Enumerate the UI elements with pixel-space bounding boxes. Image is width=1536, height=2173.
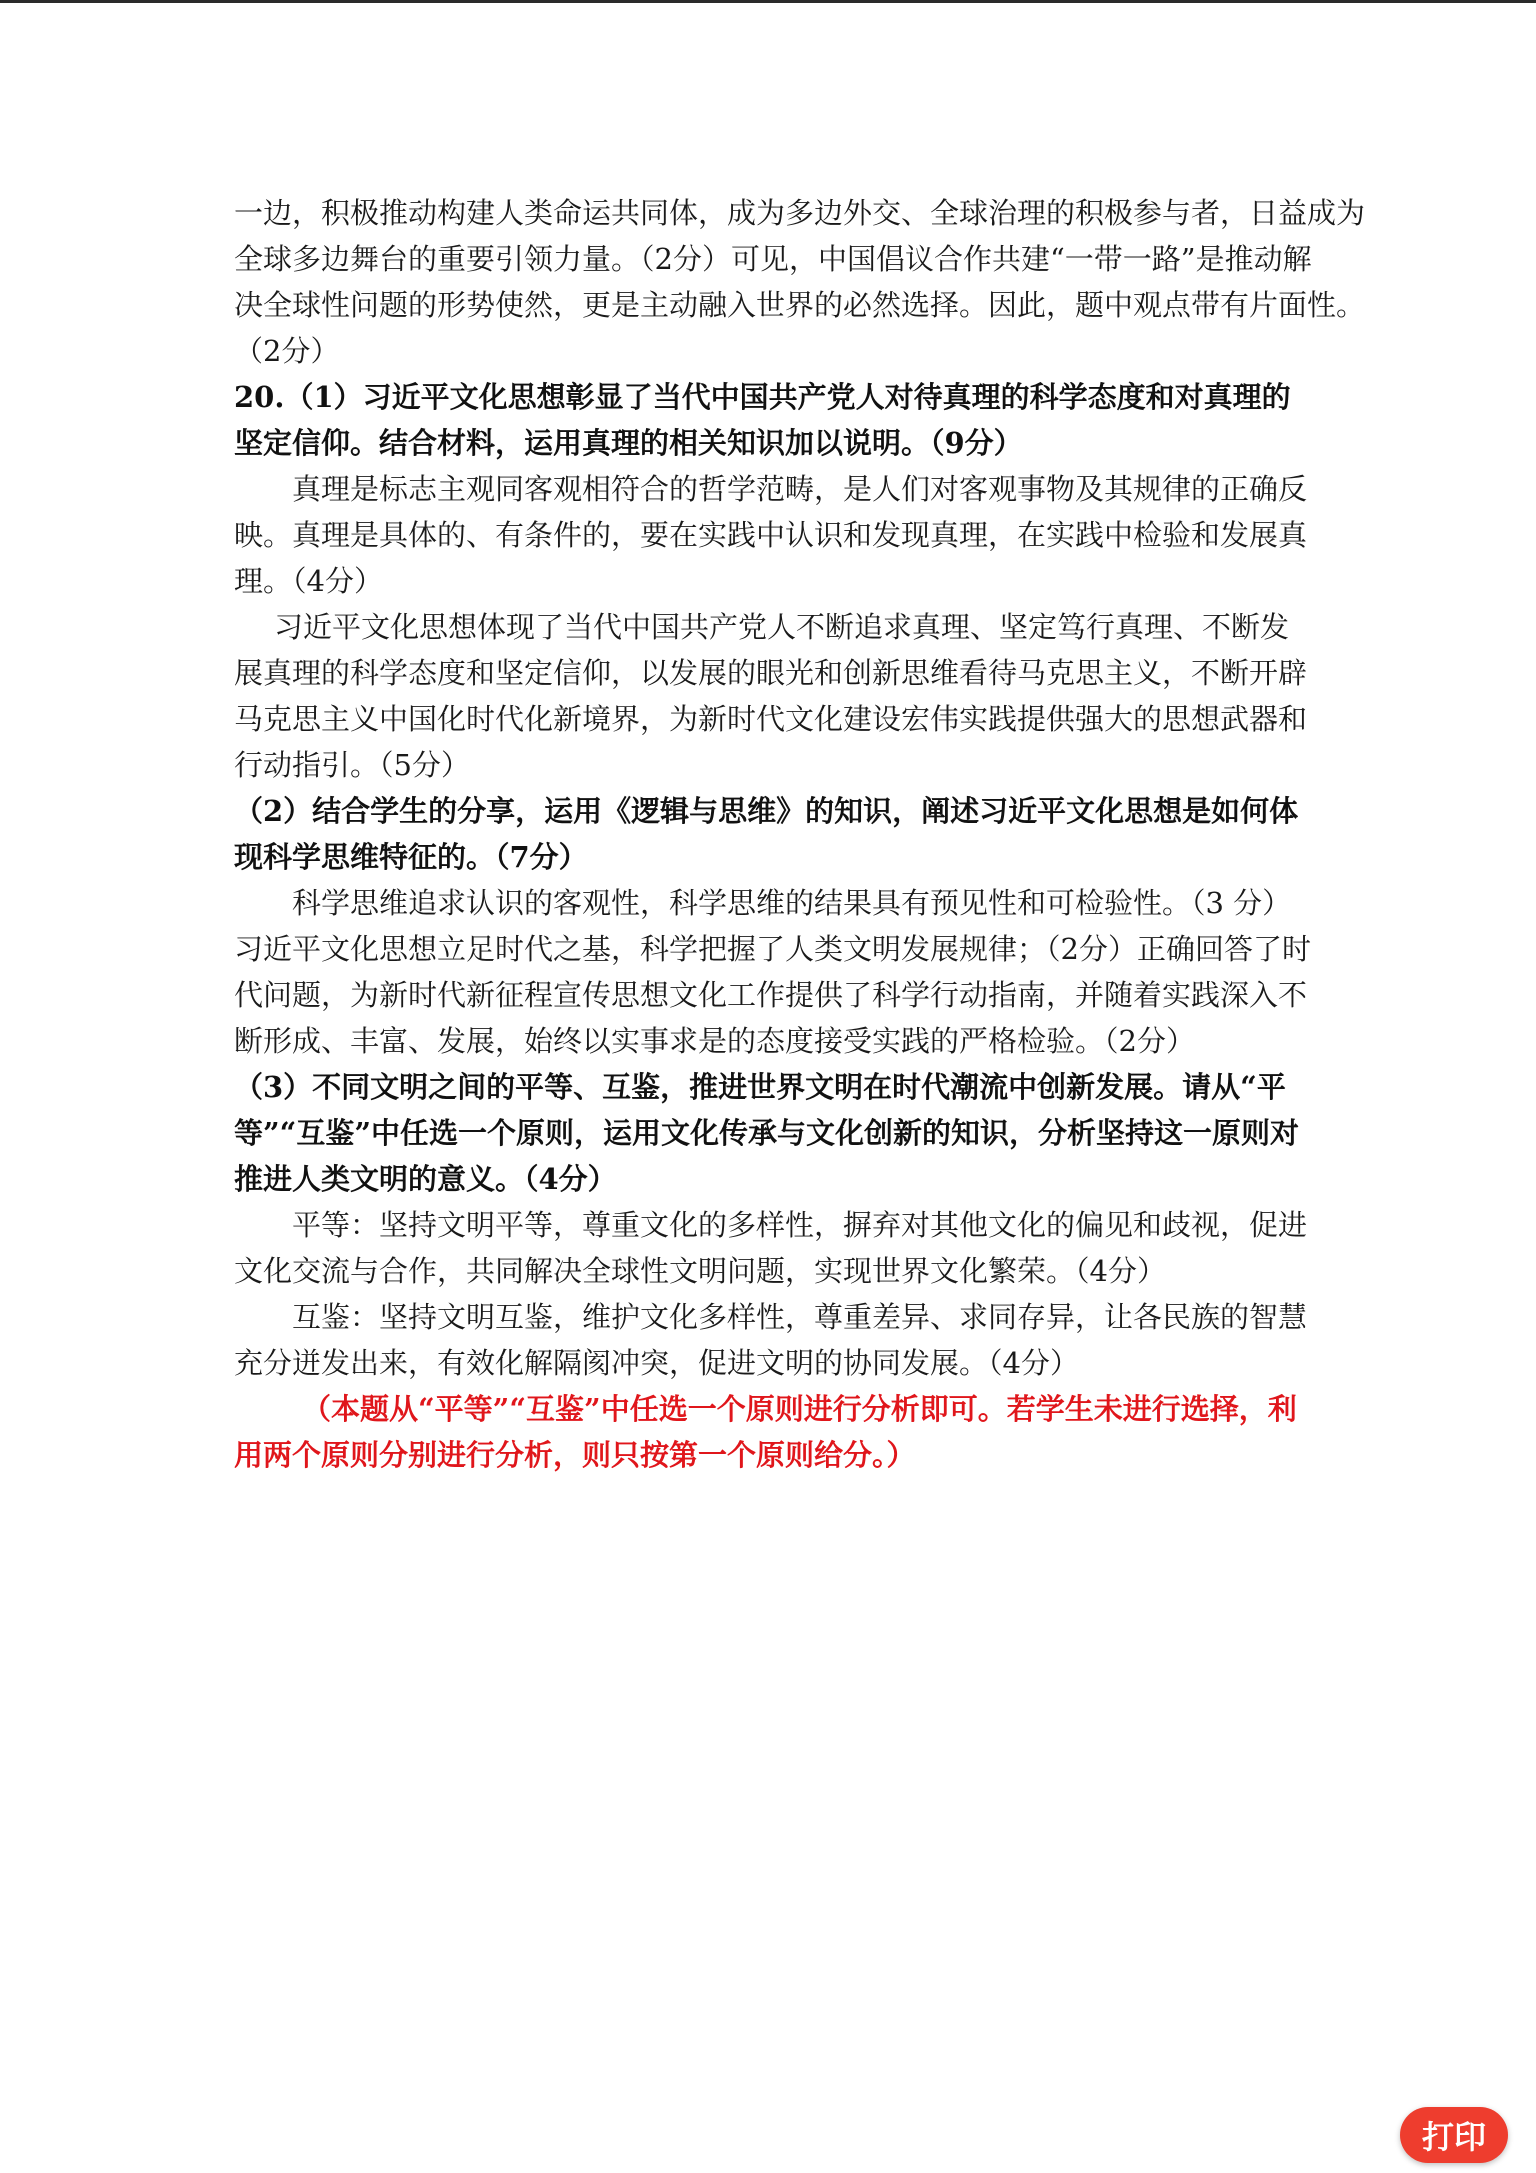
page-top-border [0, 0, 1536, 3]
intro-line: 全球多边舞台的重要引领力量。（2分）可见，中国倡议合作共建“一带一路”是推动解 [234, 242, 1312, 276]
answer-document [234, 190, 1366, 1478]
question-20-2: （2）结合学生的分享，运用《逻辑与思维》的知识，阐述习近平文化思想是如何体现科学思维特征的。（7分） [234, 794, 1299, 874]
question-20-3: （3）不同文明之间的平等、互鉴，推进世界文明在时代潮流中创新发展。请从“平等”“互鉴”中任选一个原则，运用文化传承与文化创新的知识，分析坚持这一原则对推进人类文明的意义。（4分） [234, 1070, 1300, 1196]
answer-20-3-mutual-learning: 互鉴：坚持文明互鉴，维护文化多样性，尊重差异、求同存异，让各民族的智慧充分迸发出来，有效化解隔阂冲突，促进文明的协同发展。（4分） [234, 1300, 1308, 1380]
print-button[interactable]: 打印 [1400, 2107, 1508, 2163]
answer-20-2: 科学思维追求认识的客观性，科学思维的结果具有预见性和可检验性。（3 分）习近平文化思想立足时代之基，科学把握了人类文明发展规律；（2分）正确回答了时代问题，为新时代新征程宣传思想文化工作提供了科学行动指南，并随着实践深入不断形成、丰富、发展，始终以实事求是的态度接受实践的严格检验。（2分） [234, 886, 1311, 1058]
answer-20-1-b: 习近平文化思想体现了当代中国共产党人不断追求真理、坚定笃行真理、不断发展真理的科学态度和坚定信仰，以发展的眼光和创新思维看待马克思主义，不断开辟马克思主义中国化时代化新境界，为新时代文化建设宏伟实践提供强大的思想武器和行动指引。（5分） [234, 610, 1308, 782]
intro-line: 一边，积极推动构建人类命运共同体，成为多边外交、全球治理的积极参与者，日益成为 [234, 196, 1366, 230]
answer-20-1-a: 真理是标志主观同客观相符合的哲学范畴，是人们对客观事物及其规律的正确反映。真理是具体的、有条件的，要在实践中认识和发现真理，在实践中检验和发展真理。（4分） [234, 472, 1308, 598]
intro-line: 决全球性问题的形势使然，更是主动融入世界的必然选择。因此，题中观点带有片面性。 [234, 288, 1366, 322]
question-20-1: 20.（1）习近平文化思想彰显了当代中国共产党人对待真理的科学态度和对真理的坚定信仰。结合材料，运用真理的相关知识加以说明。（9分） [234, 380, 1291, 460]
answer-20-3-equality: 平等：坚持文明平等，尊重文化的多样性，摒弃对其他文化的偏见和歧视，促进文化交流与合作，共同解决全球性文明问题，实现世界文化繁荣。（4分） [234, 1208, 1308, 1288]
intro-line: （2分） [234, 334, 340, 368]
grading-note: （本题从“平等”“互鉴”中任选一个原则进行分析即可。若学生未进行选择，利用两个原则分别进行分析，则只按第一个原则给分。） [234, 1392, 1297, 1472]
